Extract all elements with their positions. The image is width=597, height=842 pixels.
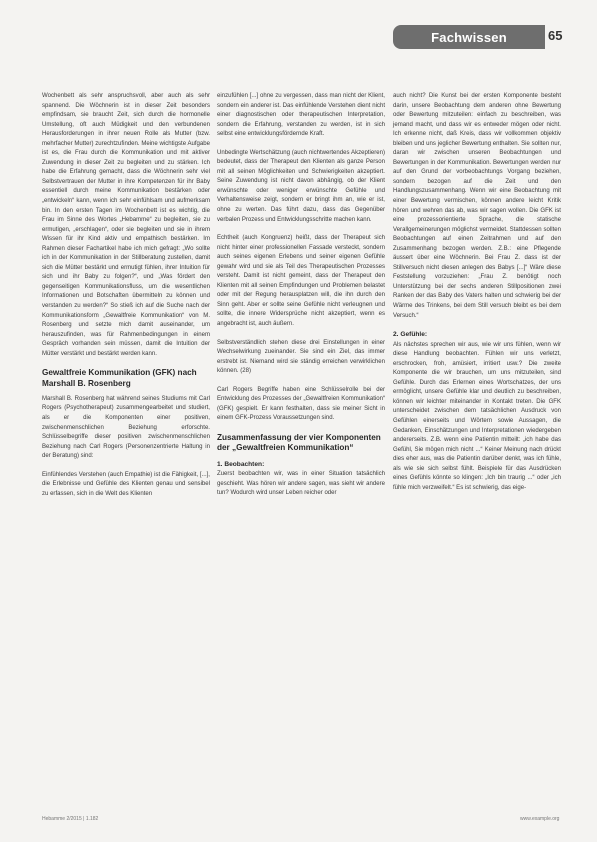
paragraph: Carl Rogers Begriffe haben eine Schlüsselrolle bei der Entwicklung des Prozesses der „Gewaltfreien Kommunikation“ (GFK) gespielt. Er kann festhalten, dass sie meiner Sicht in einem GFK-Prozess Voraussetzungen sind. xyxy=(217,386,385,422)
section-heading: Gewaltfreie Kommunikation (GFK) nach Marshall B. Rosenberg xyxy=(42,368,197,388)
column-left xyxy=(42,92,210,508)
sub-heading: 1. Beobachten: xyxy=(217,460,265,468)
column-middle xyxy=(217,92,385,508)
sub-heading: 2. Gefühle: xyxy=(393,331,428,339)
column-right xyxy=(393,92,561,502)
footer-citation: Hebamme 2/2015 | 1.182 xyxy=(42,816,99,822)
section-heading: Zusammenfassung der vier Komponenten der „Gewaltfreien Kommunikation“ xyxy=(217,432,381,453)
section-label: Fachwissen xyxy=(431,29,507,45)
paragraph: Marshall B. Rosenberg hat während seines Studiums mit Carl Rogers (Psychotherapeut) zusammengearbeitet und studiert, als er die Komponenten einer positiven, zwischenmenschlichen Beziehung erforschte. Schlüsselbegriffe dieser positiven zwischenmenschlichen Beziehung nach Carl Rogers (Personenzentrierte Haltung in der Beratung) sind: xyxy=(42,395,210,460)
paragraph: Unbedingte Wertschätzung (auch nichtwertendes Akzeptieren) bedeutet, dass der Therapeut den Klienten als ganze Person mit all seinen Möglichkeiten und Schwierigkeiten akzeptiert. Seine Zuwendung ist nicht davon abhängig, ob der Klient erwünschte oder weniger erwünschte Gefühle und Verhaltensweise zeigt, sondern er bringt ihm an, wie er ist, ohne zu werten. Das führt dazu, dass das Gegenüber verbalen Prozess und Entwicklungsschritte machen kann. xyxy=(217,149,385,223)
paragraph: Zuerst beobachten wir, was in einer Situation tatsächlich geschieht. Was hören wir andere sagen, was sieht wir andere tun? Wodurch wird unser Leben reicher oder xyxy=(217,471,385,497)
page-number: 65 xyxy=(548,28,563,43)
paragraph: Selbstverständlich stehen diese drei Einstellungen in einer Wechselwirkung zueinander. Sie sind ein Ziel, das immer erstrebt ist. Niemand wird sie ständig erreichen verwirklichen können. (28) xyxy=(217,339,385,375)
paragraph: auch nicht? Die Kunst bei der ersten Komponente besteht darin, unsere Beobachtung dem anderen ohne Bewertung oder Bewertung mitzuteilen: einfach zu beschreiben, was jemand macht, und dass wir es entweder mögen oder nicht. Ich erkenne nicht, daß Kreis, dass wir vollkommen objektiv bleiben und uns jeglicher Bewertung enthalten. Sie sollten nur, daran wir zwischen unseren Beobachtungen und Bewertungen in der Kommunikation. Bewertungen werden nur auf den Grund der vorbeobachtungs Vorgang beziehen, sondern bezogen auf die Zeit und den Handlungszusammenhang. Wenn wir eine Beobachtung mit einer Bewertung vermischen, können andere leicht Kritik hören und wehren das ab, was wir sagen wollen. Die GFK ist eine prozessorientierte Sprache, die statische Verallgemeinerungen möglichst vermeidet. Stattdessen sollten Beobachtungen auf einen Zeitrahmen und auf den Zusammenhang bezogen werden. Z.B.: eine Pflegende äussert über eine Wöchnerin. Bei Frau Z. dass ist der Stillversuch nicht diesen anlegen des Babys [...]“ Wäre diese Feststellung vorzuziehen: „Frau Z. benötigt noch Unterstützung bei der sechs anderen Stillpositionen zwei Ranken der das Baby des Vaters halten und schwierig bei der Wärme des Trinkens, bei dem Still versuch bleibt es bei dem Versuch.“ xyxy=(393,93,561,319)
paragraph: Einfühlendes Verstehen (auch Empathie) ist die Fähigkeit, [...], die Erlebnisse und Gefühle des Klienten genau und sensibel zu erfassen, sich in die Welt des Klienten xyxy=(42,471,210,497)
footer-url: www.example.org xyxy=(520,816,560,822)
paragraph: Als nächstes sprechen wir aus, wie wir uns fühlen, wenn wir diese Handlung beobachten. Fühlen wir uns verletzt, erschrocken, froh, amüsiert, irritiert usw.? Die zweite Komponente die wir brauchen, um uns mitzuteilen, sind Gefühle. Durch das Erlernen eines Wortschatzes, der uns ermöglicht, unsere Gefühle klar und deutlich zu beschreiben, können wir leichter miteinander in Kontakt treten. Die GFK unterscheidet zwischen dem tatsächlichen Ausdruck von Gefühlen einerseits und Wörtern sowie Aussagen, die Gedanken, Einschätzungen und Interpretationen wiedergeben andererseits. Z.B. wenn eine Patientin mitteilt: „ich habe das Gefühl, Sie mögen mich nicht ...“ Keiner Meinung nach drückt dies eher aus, was die Patientin darüber denkt, was ich fühle, als wie sie sich selbst fühlt. Beispiele für das Ausdrücken eines Gefühls könnte so klingen: „Ich bin traurig ...“ oder „ich fühle mich verzweifelt.“ Es ist schwierig, das eige- xyxy=(393,341,561,491)
section-tab xyxy=(393,25,545,49)
paragraph: Echtheit (auch Kongruenz) heißt, dass der Therapeut sich nicht hinter einer professionellen Fassade versteckt, sondern auch seines eigenen Erlebens und seiner eigenen Gefühle gewahr wird und sie als Teil des Therapeutischen Prozesses versteht. Damit ist nicht gemeint, dass der Therapeut den Klienten mit all seinen Empfindungen und Problemen belastet oder mit der Regung herausplatzen will, die ihn durch den Sinn geht. Aber er sollte seine Gefühle nicht verleugnen und sollte, die innere Widersprüche nicht akzeptiert, wenn es angebracht ist, auch äußern. xyxy=(217,235,385,328)
paragraph: einzufühlen [...] ohne zu vergessen, dass man nicht der Klient, sondern ein anderer ist. Das einfühlende Verstehen dient nicht einer diagnostischen oder therapeutischen Interpretation, sondern die Erfahrung, verstanden zu werden, ist in sich selbst eine entwicklungsfördernde Kraft. xyxy=(217,93,385,138)
paragraph: Wochenbett als sehr anspruchsvoll, aber auch als sehr spannend. Die Wöchnerin ist in dieser Zeit besonders empfindsam, sie braucht Zeit, sich durch die hormonelle Umstellung, oft auch Müdigkeit und den verbundenen Herausforderungen in ihrer neuen Rolle als Mutter (bzw. mehrfacher Mutter) zurechtzufinden. Meine wichtigste Aufgabe ist es, die Frau durch die Kommunikation und mit aktiver Zuwendung in dieser Zeit zu begleiten und zu stärken. Ich habe die Erfahrung gemacht, dass die Wöchnerin sehr viel Selbstvertrauen der Mutter in ihre Kompetenzen für ihr Baby essentiell durch meine Kommunikation bestärken oder „entwickeln“ kann, wenn ich sehr einfühlsam und aufmerksam bin. In den ersten Tagen im Wochenbett ist es wichtig, die Frau im Sinne des Wortes „Hebamme“ zu begleiten, sie zu ermutigen, „erschlagen“, oder sie begleiten und sie in ihrem Wissen für ihr Kind aktiv und empathisch bestärken. Im Rahmen dieser Fachartikel habe ich mich gefragt: „Wo sollte ich in der Kommunikation in der Stillberatung zustellen, damit sich die Mütter bestärkt und ermutigt fühlen, ihrer Intuition für sich und ihr Baby zu folgen?“, und „Was fördert den gegenseitigen Kommunikationsfluss, um die wesentlichen Informationen und Botschaften übermitteln zu können und verstanden zu werden?“ So stieß ich auf die Suche nach der Kommunikationsform „Gewaltfreie Kommunikation“ von M. Rosenberg und setzte mich damit auseinander, um herauszufinden, was für Rahmenbedingungen in einem Gespräch vorhanden sein müssen, damit die Intuition der Mütter verstärkt und bestärkt werden kann. xyxy=(42,93,210,357)
